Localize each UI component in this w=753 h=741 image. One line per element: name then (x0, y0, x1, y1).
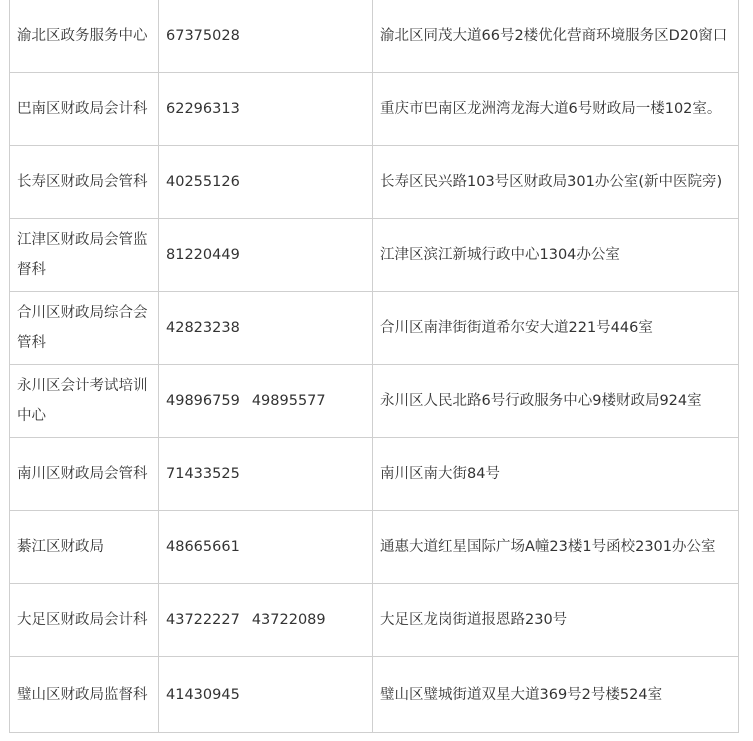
phone-cell (159, 292, 373, 365)
table-row (10, 219, 739, 292)
phone-number: 41430945 (166, 686, 240, 703)
office-name-cell: 南川区财政局会管科 (10, 438, 159, 511)
address-cell: 大足区龙岗街道报恩路230号 (373, 584, 739, 657)
phone-cell (159, 146, 373, 219)
phone-number: 43722089 (251, 612, 326, 628)
phone-number: 48665661 (166, 539, 240, 555)
address-cell: 重庆市巴南区龙洲湾龙海大道6号财政局一楼102室。 (373, 73, 739, 146)
table-body (10, 0, 739, 733)
table-row (10, 292, 739, 365)
table-row (10, 657, 739, 733)
phone-cell (159, 438, 373, 511)
table-row (10, 511, 739, 584)
address-cell: 合川区南津街街道希尔安大道221号446室 (373, 292, 739, 365)
office-name-cell: 巴南区财政局会计科 (10, 73, 159, 146)
phone-number: 49896759 (166, 393, 240, 409)
office-name-cell: 渝北区政务服务中心 (10, 0, 159, 73)
office-name-cell: 璧山区财政局监督科 (10, 657, 159, 733)
table-row (10, 584, 739, 657)
address-cell: 永川区人民北路6号行政服务中心9楼财政局924室 (373, 365, 739, 438)
address-cell: 南川区南大街84号 (373, 438, 739, 511)
office-name-cell: 合川区财政局综合会管科 (10, 292, 159, 365)
office-name-cell: 江津区财政局会管监督科 (10, 219, 159, 292)
phone-number: 71433525 (166, 466, 240, 482)
office-name-cell: 大足区财政局会计科 (10, 584, 159, 657)
phone-cell (159, 511, 373, 584)
office-name-cell: 永川区会计考试培训中心 (10, 365, 159, 438)
office-directory-table (9, 0, 739, 733)
address-cell: 长寿区民兴路103号区财政局301办公室(新中医院旁) (373, 146, 739, 219)
table-row (10, 438, 739, 511)
phone-number: 62296313 (166, 101, 240, 117)
phone-number: 43722227 (166, 612, 240, 628)
table-row (10, 0, 739, 73)
address-cell: 通惠大道红星国际广场A幢23楼1号函校2301办公室 (373, 511, 739, 584)
phone-number: 81220449 (166, 247, 240, 263)
table-row (10, 365, 739, 438)
office-name-cell: 长寿区财政局会管科 (10, 146, 159, 219)
phone-number: 42823238 (166, 320, 240, 336)
table-row (10, 73, 739, 146)
phone-number: 40255126 (166, 174, 240, 190)
phone-cell (159, 657, 373, 733)
phone-cell (159, 365, 373, 438)
address-cell: 渝北区同茂大道66号2楼优化营商环境服务区D20窗口 (373, 0, 739, 73)
table-row (10, 146, 739, 219)
phone-cell (159, 0, 373, 73)
phone-cell (159, 584, 373, 657)
phone-number: 49895577 (251, 393, 326, 409)
address-cell: 璧山区璧城街道双星大道369号2号楼524室 (373, 657, 739, 733)
phone-cell (159, 219, 373, 292)
office-name-cell: 綦江区财政局 (10, 511, 159, 584)
address-cell: 江津区滨江新城行政中心1304办公室 (373, 219, 739, 292)
phone-number: 67375028 (166, 28, 240, 44)
phone-cell (159, 73, 373, 146)
